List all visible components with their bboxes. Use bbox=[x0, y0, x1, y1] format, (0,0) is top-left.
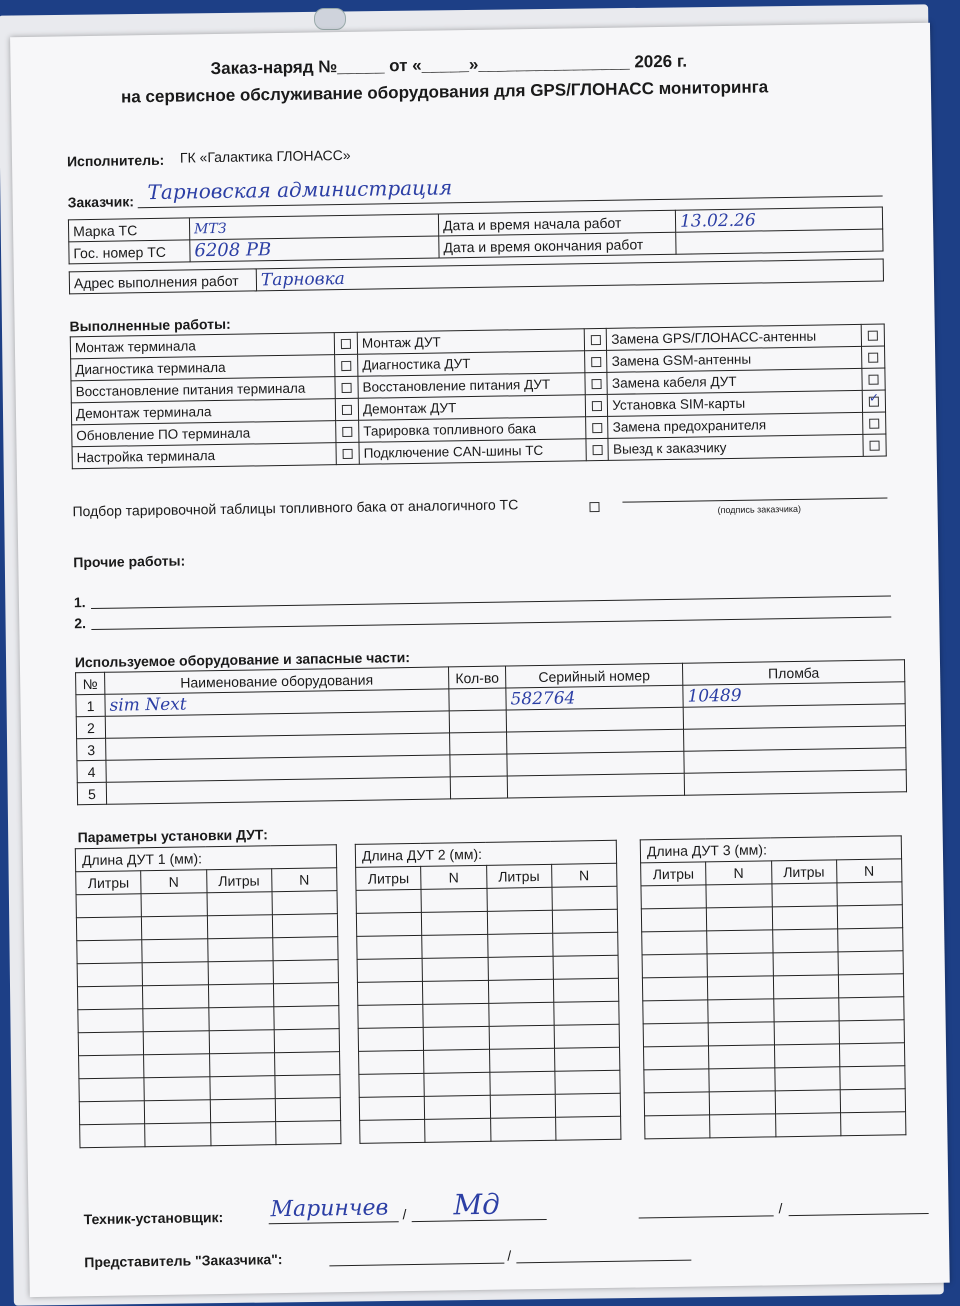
dut-cell[interactable] bbox=[706, 884, 772, 908]
work-checkbox[interactable] bbox=[341, 361, 351, 371]
dut-cell[interactable] bbox=[275, 1075, 341, 1099]
dut-table-3 bbox=[640, 835, 907, 1139]
address-label: Адрес выполнения работ bbox=[69, 269, 256, 294]
dut-cell[interactable] bbox=[775, 1113, 841, 1137]
equipment-row-number: 2 bbox=[76, 716, 105, 738]
dut-cell[interactable] bbox=[143, 985, 209, 1009]
dut-cell[interactable] bbox=[272, 937, 338, 961]
dut-cell[interactable] bbox=[489, 1025, 555, 1049]
dut-cell[interactable] bbox=[78, 1032, 144, 1056]
dut-cell[interactable] bbox=[774, 1021, 840, 1045]
dut-header: Литры bbox=[76, 871, 142, 895]
dut-row bbox=[360, 1116, 621, 1143]
dut-cell[interactable] bbox=[775, 1090, 841, 1114]
dut-cell[interactable] bbox=[357, 958, 423, 982]
other-work-2-line[interactable] bbox=[91, 616, 891, 630]
dut-cell[interactable] bbox=[772, 929, 838, 953]
equipment-qty[interactable] bbox=[450, 732, 507, 755]
work-label: Замена GPS/ГЛОНАСС-антенны bbox=[607, 324, 862, 350]
dut-cell[interactable] bbox=[207, 938, 273, 962]
dut-header: N bbox=[421, 865, 487, 889]
equipment-seal[interactable] bbox=[684, 770, 906, 795]
dut-caption: Длина ДУТ 2 (мм): bbox=[355, 840, 616, 867]
equipment-qty[interactable] bbox=[450, 776, 507, 799]
dut-cell[interactable] bbox=[555, 1116, 621, 1140]
dut-cell[interactable] bbox=[708, 976, 774, 1000]
dut-cell[interactable] bbox=[422, 957, 488, 981]
work-checkbox[interactable] bbox=[590, 335, 600, 345]
dut-cell[interactable] bbox=[554, 1047, 620, 1071]
dut-cell[interactable] bbox=[76, 917, 142, 941]
address-value[interactable]: Тарновка bbox=[256, 259, 883, 291]
dut-cell[interactable] bbox=[708, 1022, 774, 1046]
equipment-qty[interactable] bbox=[450, 754, 507, 777]
work-checkbox[interactable] bbox=[591, 401, 601, 411]
start-value[interactable]: 13.02.26 bbox=[675, 207, 882, 232]
dut-cell[interactable] bbox=[144, 1077, 210, 1101]
work-checkbox-cell bbox=[336, 398, 359, 420]
extra-sign-line-1[interactable] bbox=[639, 1215, 774, 1218]
dut-header: N bbox=[706, 861, 772, 885]
dut-cell[interactable] bbox=[486, 887, 552, 911]
brand-value[interactable]: МТЗ bbox=[189, 214, 438, 240]
dut-cell[interactable] bbox=[708, 999, 774, 1023]
dut-cell[interactable] bbox=[643, 1046, 709, 1070]
work-checkbox-cell bbox=[336, 420, 359, 442]
dut-cell[interactable] bbox=[709, 1045, 775, 1069]
dut-cell[interactable] bbox=[424, 1049, 490, 1073]
dut-table-1 bbox=[75, 844, 342, 1148]
plate-label: Гос. номер ТС bbox=[69, 240, 190, 264]
dut-cell[interactable] bbox=[421, 888, 487, 912]
dut-cell[interactable] bbox=[272, 914, 338, 938]
dut-cell[interactable] bbox=[359, 1050, 425, 1074]
equipment-serial[interactable] bbox=[506, 707, 683, 732]
dut-cell[interactable] bbox=[273, 960, 339, 984]
customer-rep-separator: / bbox=[507, 1247, 512, 1264]
customer-rep-line-2[interactable] bbox=[516, 1260, 691, 1264]
dut-cell[interactable] bbox=[774, 1044, 840, 1068]
dut-cell[interactable] bbox=[487, 910, 553, 934]
work-checkbox-cell bbox=[335, 354, 358, 376]
equipment-row-number: 1 bbox=[76, 694, 105, 716]
dut-cell[interactable] bbox=[707, 953, 773, 977]
technician-label: Техник-установщик: bbox=[83, 1209, 224, 1228]
dut-cell[interactable] bbox=[838, 997, 904, 1021]
dut-cell[interactable] bbox=[838, 951, 904, 975]
order-title-line2: на сервисное обслуживание оборудования для GPS/ГЛОНАСС мониторинга bbox=[120, 77, 769, 107]
dut-cell[interactable] bbox=[273, 983, 339, 1007]
work-checkbox-cell bbox=[863, 434, 886, 456]
dut-cell[interactable] bbox=[643, 1000, 709, 1024]
work-checkbox[interactable] bbox=[592, 423, 602, 433]
dut-cell[interactable] bbox=[424, 1072, 490, 1096]
dut-cell[interactable] bbox=[424, 1095, 490, 1119]
dut-cell[interactable] bbox=[489, 1048, 555, 1072]
work-checkbox[interactable] bbox=[591, 357, 601, 367]
binder-clip bbox=[314, 8, 346, 30]
dut-header: Литры bbox=[356, 866, 422, 890]
dut-cell[interactable] bbox=[76, 894, 142, 918]
dut-cell[interactable] bbox=[642, 954, 708, 978]
customer-value[interactable]: Тарновская администрация bbox=[147, 175, 453, 205]
dut-cell[interactable] bbox=[208, 1007, 274, 1031]
work-checkbox[interactable] bbox=[343, 449, 353, 459]
dut-cell[interactable] bbox=[80, 1124, 146, 1148]
dut-cell[interactable] bbox=[142, 962, 208, 986]
work-label: Демонтаж терминала bbox=[71, 399, 336, 425]
work-checkbox[interactable] bbox=[342, 427, 352, 437]
work-checkbox-cell bbox=[335, 376, 358, 398]
equipment-title: Используемое оборудование и запасные части: bbox=[74, 649, 411, 671]
equipment-row-number: 5 bbox=[77, 782, 106, 804]
dut-cell[interactable] bbox=[274, 1006, 340, 1030]
dut-cell[interactable] bbox=[359, 1073, 425, 1097]
dut-cell[interactable] bbox=[209, 1076, 275, 1100]
dut-cell[interactable] bbox=[423, 1026, 489, 1050]
dut-cell[interactable] bbox=[641, 885, 707, 909]
dut-cell[interactable] bbox=[423, 1003, 489, 1027]
end-value[interactable] bbox=[676, 229, 883, 254]
executor-value: ГК «Галактика ГЛОНАСС» bbox=[179, 146, 351, 166]
tank-selection-checkbox[interactable] bbox=[589, 502, 599, 512]
customer-signature-caption: (подпись заказчика) bbox=[717, 503, 802, 516]
dut-row bbox=[645, 1112, 906, 1139]
work-checkbox[interactable] bbox=[342, 383, 352, 393]
dut-cell[interactable] bbox=[358, 1004, 424, 1028]
dut-caption: Длина ДУТ 3 (мм): bbox=[640, 836, 901, 863]
dut-cell[interactable] bbox=[707, 907, 773, 931]
work-checkbox[interactable] bbox=[868, 331, 878, 341]
dut-header: Литры bbox=[486, 864, 552, 888]
dut-cell[interactable] bbox=[360, 1119, 426, 1143]
tank-selection-label: Подбор тарировочной таблицы топливного бака от аналогичного ТС bbox=[72, 496, 519, 520]
work-checkbox-cell bbox=[861, 324, 884, 346]
dut-cell[interactable] bbox=[422, 911, 488, 935]
dut-cell[interactable] bbox=[207, 892, 273, 916]
other-work-2-number: 2. bbox=[74, 615, 87, 632]
equipment-header-name: Наименование оборудования bbox=[105, 667, 449, 694]
dut-cell[interactable] bbox=[771, 883, 837, 907]
equipment-row-number: 3 bbox=[77, 738, 106, 760]
dut-cell[interactable] bbox=[423, 980, 489, 1004]
dut-cell[interactable] bbox=[78, 1009, 144, 1033]
equipment-header-qty: Кол-во bbox=[449, 666, 506, 689]
customer-rep-line-1[interactable] bbox=[329, 1263, 504, 1267]
dut-cell[interactable] bbox=[641, 908, 707, 932]
dut-cell[interactable] bbox=[77, 940, 143, 964]
dut-header: N bbox=[141, 870, 207, 894]
dut-cell[interactable] bbox=[642, 931, 708, 955]
dut-cell[interactable] bbox=[839, 1043, 905, 1067]
dut-cell[interactable] bbox=[208, 961, 274, 985]
dut-header: Литры bbox=[641, 862, 707, 886]
dut-caption: Длина ДУТ 1 (мм): bbox=[75, 845, 336, 872]
work-checkbox-cell bbox=[862, 368, 885, 390]
dut-cell[interactable] bbox=[554, 1001, 620, 1025]
dut-cell[interactable] bbox=[207, 915, 273, 939]
dut-cell[interactable] bbox=[840, 1089, 906, 1113]
work-checkbox-cell bbox=[585, 372, 608, 394]
dut-cell[interactable] bbox=[143, 1008, 209, 1032]
work-label: Подключение CAN-шины ТС bbox=[359, 439, 586, 465]
dut-cell[interactable] bbox=[709, 1091, 775, 1115]
work-checkbox-cell bbox=[586, 438, 609, 460]
work-order-sheet bbox=[10, 23, 950, 1297]
dut-cell[interactable] bbox=[774, 1067, 840, 1091]
work-checkbox[interactable] bbox=[869, 397, 879, 407]
equipment-header-number: № bbox=[76, 672, 105, 694]
order-title-line1: Заказ-наряд №_____ от «_____»________________ 2026 г. bbox=[210, 51, 688, 79]
dut-cell[interactable] bbox=[210, 1122, 276, 1146]
dut-cell[interactable] bbox=[553, 978, 619, 1002]
work-checkbox[interactable] bbox=[870, 441, 880, 451]
equipment-serial[interactable]: 582764 bbox=[506, 685, 683, 710]
work-checkbox-cell bbox=[584, 350, 607, 372]
work-label: Демонтаж ДУТ bbox=[358, 395, 585, 421]
equipment-header-serial: Серийный номер bbox=[505, 663, 682, 688]
dut-cell[interactable] bbox=[644, 1069, 710, 1093]
work-checkbox-cell bbox=[863, 412, 886, 434]
extra-sign-line-2[interactable] bbox=[789, 1213, 929, 1216]
work-label: Диагностика ДУТ bbox=[358, 351, 585, 377]
work-label: Восстановление питания ДУТ bbox=[358, 373, 585, 399]
dut-cell[interactable] bbox=[275, 1121, 341, 1145]
dut-cell[interactable] bbox=[274, 1029, 340, 1053]
dut-header: Литры bbox=[771, 860, 837, 884]
work-checkbox[interactable] bbox=[868, 353, 878, 363]
work-label: Монтаж ДУТ bbox=[357, 329, 584, 355]
dut-cell[interactable] bbox=[643, 1023, 709, 1047]
dut-cell[interactable] bbox=[210, 1099, 276, 1123]
equipment-serial[interactable] bbox=[507, 729, 684, 754]
dut-cell[interactable] bbox=[359, 1096, 425, 1120]
work-label: Восстановление питания терминала bbox=[71, 377, 336, 403]
dut-header: N bbox=[836, 859, 902, 883]
equipment-qty[interactable] bbox=[449, 688, 506, 711]
other-work-1-line[interactable] bbox=[91, 595, 891, 609]
dut-cell[interactable] bbox=[79, 1101, 145, 1125]
extra-separator: / bbox=[778, 1200, 783, 1217]
dut-cell[interactable] bbox=[707, 930, 773, 954]
customer-rep-label: Представитель "Заказчика": bbox=[84, 1251, 283, 1271]
work-checkbox-cell bbox=[862, 346, 885, 368]
dut-cell[interactable] bbox=[144, 1054, 210, 1078]
work-label: Замена GSM-антенны bbox=[607, 346, 862, 372]
equipment-name[interactable] bbox=[106, 777, 450, 804]
dut-cell[interactable] bbox=[357, 935, 423, 959]
brand-label: Марка ТС bbox=[68, 218, 189, 242]
equipment-qty[interactable] bbox=[449, 710, 506, 733]
equipment-table bbox=[75, 659, 907, 805]
work-label: Замена кабеля ДУТ bbox=[607, 368, 862, 394]
executor-label: Исполнитель: bbox=[66, 151, 165, 170]
dut-cell[interactable] bbox=[274, 1052, 340, 1076]
equipment-serial[interactable] bbox=[507, 751, 684, 776]
dut-cell[interactable] bbox=[79, 1078, 145, 1102]
dut-cell[interactable] bbox=[709, 1068, 775, 1092]
dut-cell[interactable] bbox=[552, 909, 618, 933]
dut-header: N bbox=[271, 868, 337, 892]
start-label: Дата и время начала работ bbox=[438, 210, 675, 236]
dut-cell[interactable] bbox=[773, 952, 839, 976]
dut-cell[interactable] bbox=[644, 1092, 710, 1116]
work-label: Установка SIM-карты bbox=[608, 390, 863, 416]
address-table bbox=[69, 259, 884, 295]
dut-cell[interactable] bbox=[275, 1098, 341, 1122]
dut-cell[interactable] bbox=[425, 1118, 491, 1142]
dut-cell[interactable] bbox=[489, 1071, 555, 1095]
dut-cell[interactable] bbox=[555, 1070, 621, 1094]
work-label: Монтаж терминала bbox=[70, 333, 335, 359]
dut-cell[interactable] bbox=[555, 1093, 621, 1117]
work-label: Обновление ПО терминала bbox=[72, 421, 337, 447]
work-checkbox-cell bbox=[862, 390, 885, 412]
technician-name: Маринчев bbox=[270, 1195, 389, 1223]
dut-cell[interactable] bbox=[209, 1053, 275, 1077]
work-checkbox-cell bbox=[585, 416, 608, 438]
dut-table-2 bbox=[355, 840, 622, 1144]
work-checkbox-cell bbox=[584, 328, 607, 350]
equipment-header-seal: Пломба bbox=[682, 660, 904, 685]
work-checkbox[interactable] bbox=[869, 375, 879, 385]
dut-cell[interactable] bbox=[79, 1055, 145, 1079]
dut-cell[interactable] bbox=[77, 963, 143, 987]
dut-cell[interactable] bbox=[272, 891, 338, 915]
dut-cell[interactable] bbox=[840, 1066, 906, 1090]
dut-cell[interactable] bbox=[357, 981, 423, 1005]
dut-cell[interactable] bbox=[488, 979, 554, 1003]
work-checkbox[interactable] bbox=[592, 445, 602, 455]
equipment-seal[interactable]: 10489 bbox=[683, 682, 905, 707]
dut-cell[interactable] bbox=[358, 1027, 424, 1051]
dut-cell[interactable] bbox=[773, 998, 839, 1022]
dut-cell[interactable] bbox=[773, 975, 839, 999]
work-checkbox-cell bbox=[585, 394, 608, 416]
other-work-1-number: 1. bbox=[73, 594, 86, 611]
technician-separator: / bbox=[402, 1206, 407, 1223]
dut-cell[interactable] bbox=[642, 977, 708, 1001]
dut-cell[interactable] bbox=[837, 905, 903, 929]
work-checkbox[interactable] bbox=[341, 339, 351, 349]
plate-value[interactable]: 6208 РВ bbox=[190, 236, 439, 262]
work-checkbox-cell bbox=[334, 332, 357, 354]
dut-cell[interactable] bbox=[488, 1002, 554, 1026]
work-label: Настройка терминала bbox=[72, 443, 337, 469]
dut-header: Литры bbox=[206, 869, 272, 893]
work-label: Тарировка топливного бака bbox=[359, 417, 586, 443]
dut-cell[interactable] bbox=[490, 1094, 556, 1118]
equipment-serial[interactable] bbox=[507, 773, 684, 798]
work-label: Замена предохранителя bbox=[608, 412, 863, 438]
work-checkbox[interactable] bbox=[342, 405, 352, 415]
work-checkbox[interactable] bbox=[869, 419, 879, 429]
works-title: Выполненные работы: bbox=[69, 315, 231, 335]
dut-cell[interactable] bbox=[772, 906, 838, 930]
technician-signature: Мд bbox=[453, 1187, 501, 1222]
other-works-title: Прочие работы: bbox=[73, 552, 186, 571]
dut-cell[interactable] bbox=[143, 1031, 209, 1055]
dut-cell[interactable] bbox=[356, 912, 422, 936]
dut-cell[interactable] bbox=[145, 1100, 211, 1124]
dut-header: N bbox=[551, 863, 617, 887]
dut-cell[interactable] bbox=[552, 932, 618, 956]
dut-cell[interactable] bbox=[490, 1117, 556, 1141]
dut-cell[interactable] bbox=[356, 889, 422, 913]
work-label: Диагностика терминала bbox=[71, 355, 336, 381]
customer-label: Заказчик: bbox=[67, 193, 135, 211]
dut-cell[interactable] bbox=[710, 1114, 776, 1138]
dut-cell[interactable] bbox=[838, 974, 904, 998]
dut-cell[interactable] bbox=[141, 893, 207, 917]
dut-cell[interactable] bbox=[142, 939, 208, 963]
dut-cell[interactable] bbox=[837, 928, 903, 952]
dut-cell[interactable] bbox=[488, 956, 554, 980]
customer-signature-line bbox=[622, 498, 887, 503]
dut-cell[interactable] bbox=[422, 934, 488, 958]
dut-cell[interactable] bbox=[145, 1123, 211, 1147]
dut-cell[interactable] bbox=[208, 984, 274, 1008]
work-label: Выезд к заказчику bbox=[608, 434, 863, 460]
dut-cell[interactable] bbox=[837, 882, 903, 906]
end-label: Дата и время окончания работ bbox=[439, 232, 676, 258]
dut-cell[interactable] bbox=[645, 1115, 711, 1139]
dut-cell[interactable] bbox=[487, 933, 553, 957]
dut-cell[interactable] bbox=[553, 955, 619, 979]
vehicle-table bbox=[68, 207, 884, 265]
dut-cell[interactable] bbox=[142, 916, 208, 940]
dut-cell[interactable] bbox=[554, 1024, 620, 1048]
dut-title: Параметры установки ДУТ: bbox=[77, 826, 268, 846]
dut-row bbox=[80, 1121, 341, 1148]
equipment-row-number: 4 bbox=[77, 760, 106, 782]
equipment-name[interactable]: sim Next bbox=[105, 689, 449, 716]
dut-cell[interactable] bbox=[839, 1020, 905, 1044]
work-checkbox-cell bbox=[336, 442, 359, 464]
dut-cell[interactable] bbox=[77, 986, 143, 1010]
dut-cell[interactable] bbox=[209, 1030, 275, 1054]
dut-cell[interactable] bbox=[552, 886, 618, 910]
dut-cell[interactable] bbox=[840, 1112, 906, 1136]
work-checkbox[interactable] bbox=[591, 379, 601, 389]
works-table bbox=[70, 324, 887, 470]
